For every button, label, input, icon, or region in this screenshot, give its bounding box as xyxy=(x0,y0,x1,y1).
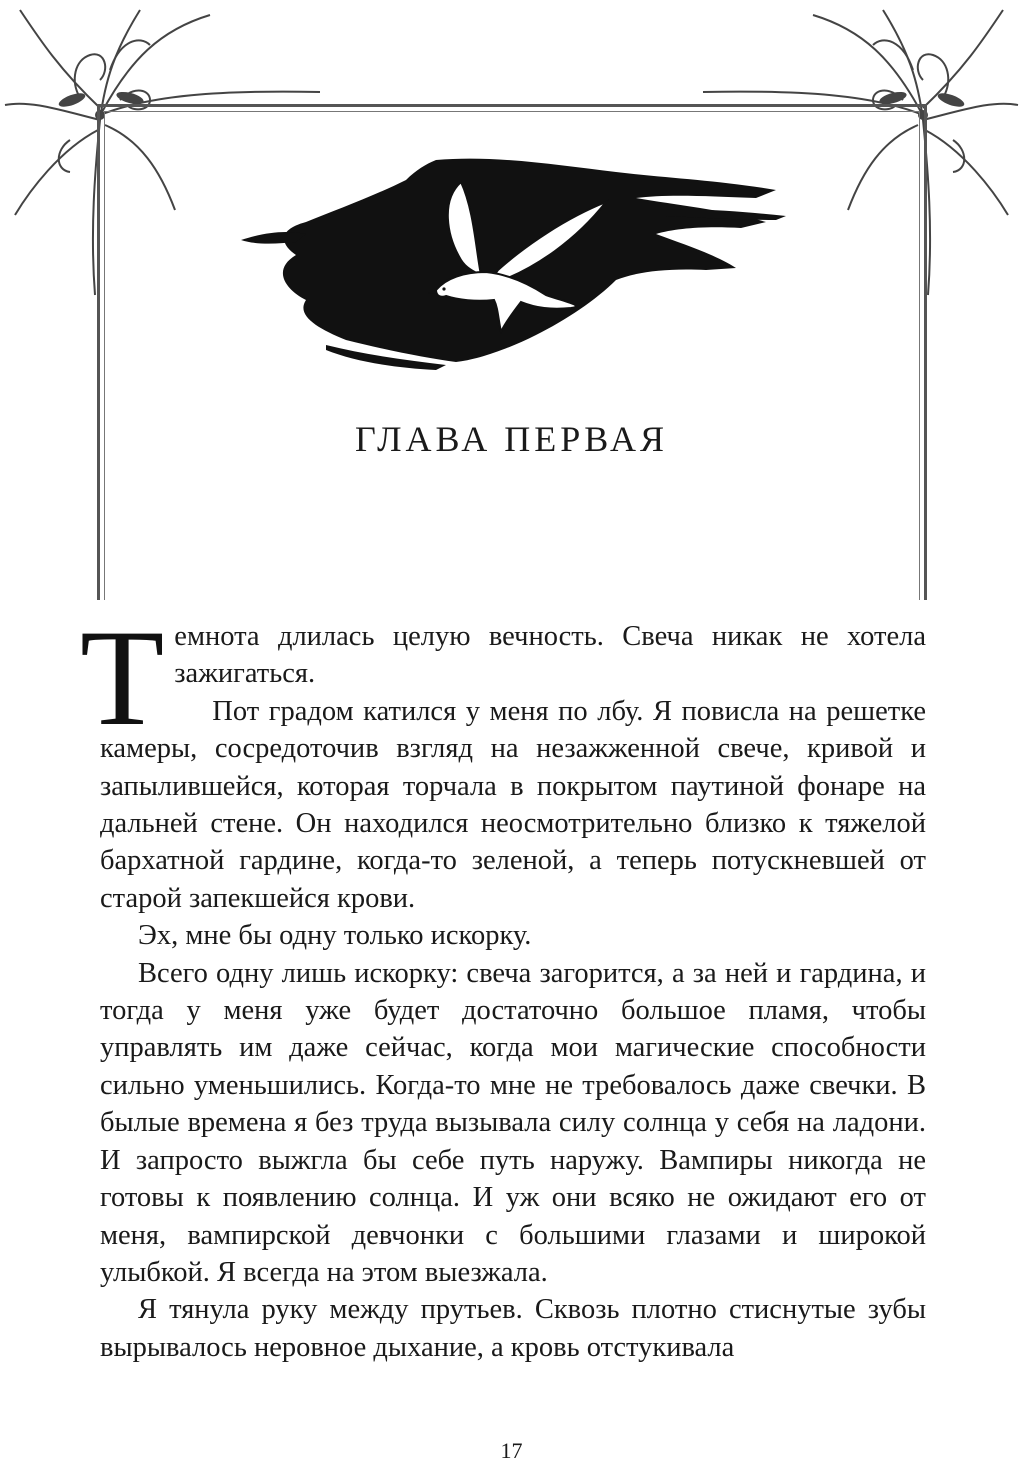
paragraph: Всего одну лишь искорку: свеча загорится, а за ней и гардина, и тогда у меня уже будет достаточно большое пламя, чтобы управлять им даже сейчас, когда мои магические способности сильно уменьшились. Когда-то мне не требовалось даже свечки. В былые времена я без труда вызывала силу солнца у себя на ладони. И запросто выжгла бы себе путь наружу. Вампиры никогда не готовы к появлению солнца. И уж они всяко не ожидают его от меня, вампирской девчонки с большими глазами и широкой улыбкой. Я всегда на этом выезжала. xyxy=(100,957,926,1288)
chapter-title: ГЛАВА ПЕРВАЯ xyxy=(354,419,669,459)
seagull-on-ink-brush-icon xyxy=(236,150,796,380)
paragraph: Эх, мне бы одну только искорку. xyxy=(138,920,532,952)
first-paragraph-text: емнота длилась целую вечность. Свеча никак не хотела зажигаться. xyxy=(174,621,926,690)
paragraph: Пот градом катился у меня по лбу. Я повисла на решетке камеры, сосредоточив взгляд на незажженной свече, кривой и запылившейся, которая торчала в покрытом паутиной фонаре на дальней стене. Он находился неосмотрительно близко к тяжелой бархатной гардине, когда-то зеленой, а теперь потускневшей от старой запекшейся крови. xyxy=(100,695,926,914)
page-number: 17 xyxy=(500,1438,523,1463)
paragraph: Я тянула руку между прутьев. Сквозь плотно стиснутые зубы вырывалось неровное дыхание, а кровь отстукивала xyxy=(100,1294,926,1363)
paragraph-first xyxy=(80,601,926,754)
body-text xyxy=(80,601,926,1366)
drop-cap: Т xyxy=(80,601,165,754)
